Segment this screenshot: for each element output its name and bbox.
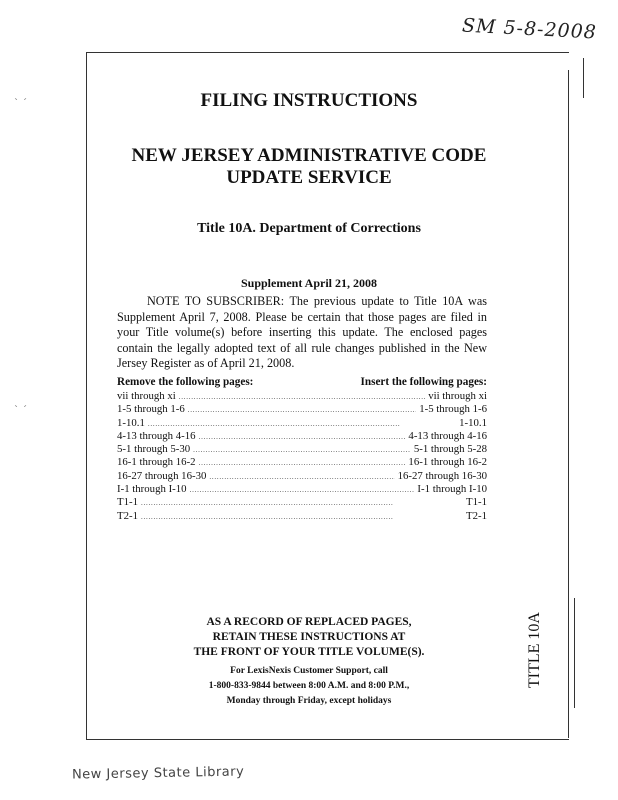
remove-pages-cell: 1-5 through 1-6 bbox=[117, 403, 185, 416]
insert-pages-cell: 16-27 through 16-30 bbox=[397, 469, 487, 482]
code-title-line1: NEW JERSEY ADMINISTRATIVE CODE bbox=[131, 145, 487, 166]
remove-header: Remove the following pages: bbox=[117, 376, 254, 388]
dot-leader bbox=[199, 456, 406, 468]
scan-mark: ` ´ bbox=[14, 405, 28, 416]
record-notice-line3: THE FRONT OF YOUR TITLE VOLUME(S). bbox=[193, 646, 425, 658]
remove-pages-cell: 16-27 through 16-30 bbox=[117, 469, 207, 482]
remove-pages-cell: 4-13 through 4-16 bbox=[117, 429, 196, 442]
dot-leader bbox=[188, 403, 416, 415]
handwritten-note: SM 5-8-2008 bbox=[461, 14, 598, 44]
table-row bbox=[117, 443, 487, 456]
insert-pages-cell: vii through xi bbox=[428, 390, 487, 402]
insert-pages-cell: 4-13 through 4-16 bbox=[408, 429, 487, 442]
side-rule bbox=[574, 598, 575, 708]
dot-leader bbox=[199, 430, 406, 442]
table-row bbox=[117, 390, 487, 403]
support-notice-line2: 1-800-833-9844 between 8:00 A.M. and 8:00 P.M., bbox=[208, 681, 410, 691]
table-row bbox=[117, 430, 487, 443]
record-notice-line2: RETAIN THESE INSTRUCTIONS AT bbox=[212, 631, 406, 643]
remove-pages-cell: I-1 through I-10 bbox=[117, 483, 187, 496]
table-row bbox=[117, 483, 487, 496]
table-row bbox=[117, 496, 487, 509]
record-notice-line1: AS A RECORD OF REPLACED PAGES, bbox=[206, 616, 412, 628]
support-notice-line3: Monday through Friday, except holidays bbox=[226, 696, 392, 706]
table-row bbox=[117, 510, 487, 523]
dot-leader bbox=[190, 483, 415, 495]
library-stamp: New Jersey State Library bbox=[71, 764, 245, 783]
title-name: Title 10A. Department of Corrections bbox=[197, 221, 421, 236]
dot-leader bbox=[141, 510, 463, 522]
table-row bbox=[117, 403, 487, 416]
table-row bbox=[117, 456, 487, 469]
remove-pages-cell: 16-1 through 16-2 bbox=[117, 456, 196, 469]
remove-pages-cell: T1-1 bbox=[117, 496, 138, 509]
insert-pages-cell: 16-1 through 16-2 bbox=[408, 456, 487, 469]
dot-leader bbox=[193, 443, 411, 455]
insert-pages-cell: T1-1 bbox=[466, 496, 487, 509]
remove-pages-cell: 5-1 through 5-30 bbox=[117, 443, 191, 456]
note-text: NOTE TO SUBSCRIBER: The previous update to Title 10A was Supplement April 7, 2008. Please be certain that those pages are filed in your Title volume(s) before inserting this update. The enclosed pages contain the legally adopted text of all rule changes published in the New Jersey Register as of April 21, 2008. bbox=[117, 294, 487, 370]
remove-pages-cell: 1-10.1 bbox=[117, 416, 145, 429]
scan-mark: ` ´ bbox=[14, 98, 28, 109]
table-row bbox=[117, 470, 487, 483]
support-notice-line1: For LexisNexis Customer Support, call bbox=[230, 666, 388, 676]
filing-instructions-title: FILING INSTRUCTIONS bbox=[200, 90, 418, 111]
dot-leader bbox=[209, 470, 394, 482]
dot-leader bbox=[141, 496, 463, 508]
insert-pages-cell: T2-1 bbox=[466, 509, 487, 522]
pages-table-header bbox=[117, 376, 487, 388]
supplement-date: Supplement April 21, 2008 bbox=[240, 276, 378, 290]
remove-pages-cell: vii through xi bbox=[117, 390, 176, 402]
insert-pages-cell: 1-10.1 bbox=[459, 416, 487, 429]
table-row bbox=[117, 417, 487, 430]
note-to-subscriber bbox=[117, 294, 487, 372]
insert-pages-cell: 1-5 through 1-6 bbox=[419, 403, 487, 416]
remove-pages-cell: T2-1 bbox=[117, 509, 138, 522]
insert-pages-cell: I-1 through I-10 bbox=[417, 483, 487, 496]
insert-header: Insert the following pages: bbox=[360, 376, 487, 388]
code-title-line2: UPDATE SERVICE bbox=[226, 167, 392, 188]
insert-pages-cell: 5-1 through 5-28 bbox=[413, 443, 487, 456]
pages-table bbox=[117, 390, 487, 523]
dot-leader bbox=[148, 417, 456, 429]
side-title-label: TITLE 10A bbox=[526, 612, 543, 688]
dot-leader bbox=[179, 390, 425, 402]
